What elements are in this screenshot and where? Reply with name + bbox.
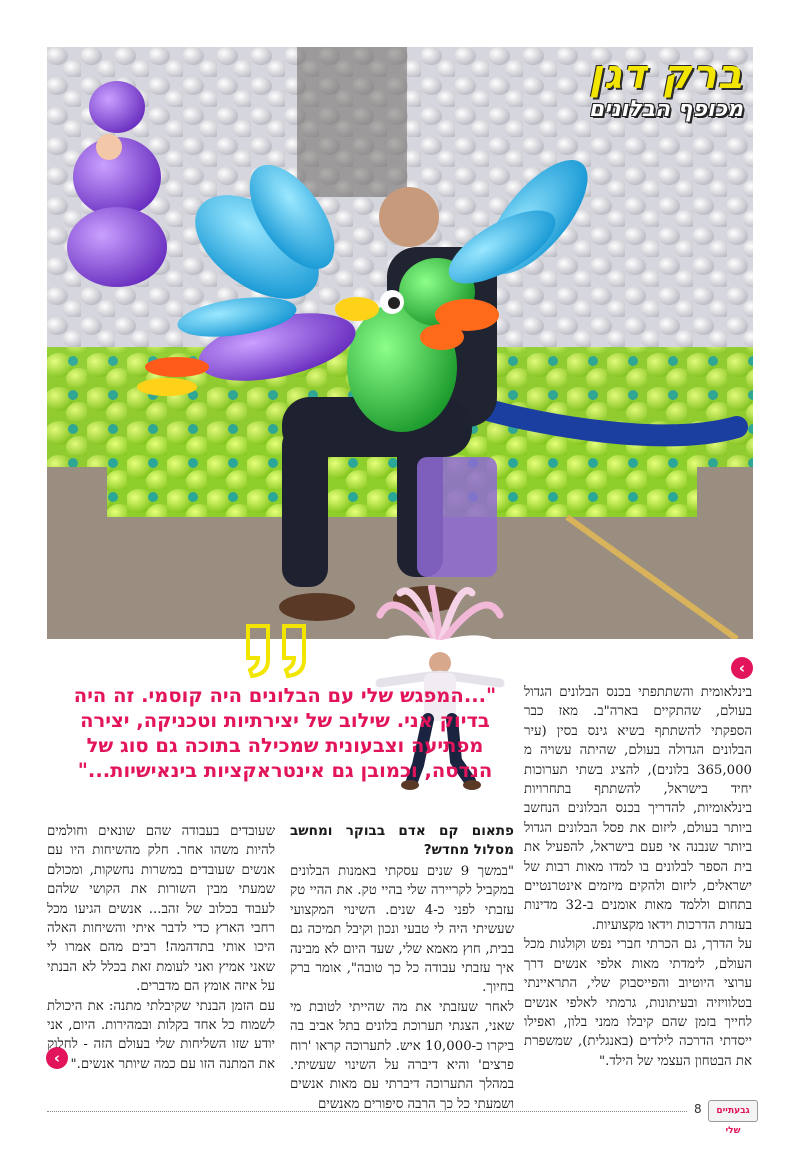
paragraph: שעובדים בעבודה שהם שונאים וחולמים להיות משהו אחר. חלק מהשיחות היו עם אנשים שעובדים במשרות נחשקות, ומכולם שמעתי מבין השורות את הקושי שלהם לעבוד בכלוב של זהב... אנשים הגיעו מכל רחבי הארץ כדי לדבר איתי והשיחות האלה היכו אותי בתדהמה! רבים מהם אמרו לי שאני אמיץ ואני לעומת זאת בכלל לא הבנתי על איזה אומץ הם מדברים. (47, 824, 275, 995)
pull-quote: "...המפגש שלי עם הבלונים היה קוסמי. זה היה בדיוק אני. שילוב של יצירתיות וטכניקה, יצירה מפתיעה וצבעונית שמכילה בתוכה גם סוג של הנדסה, וכמובן גם אינטראקציות בינאישיות..." (73, 684, 497, 782)
publication-logo: גבעתיים שלי (708, 1100, 758, 1122)
paragraph: עם הזמן הבנתי שקיבלתי מתנה: את היכולת לשמוח כל אחד בקלות ובמהירות. היום, אני יודע שזו השליחות שלי בעולם הזה - לחלוק את המתנה הזו עם כמה שיותר אנשים." (47, 998, 275, 1072)
article-title-subtitle: מכופף הבלונים (588, 97, 743, 122)
balloon-scene-illustration (47, 47, 753, 639)
footer-divider (47, 1111, 687, 1112)
paragraph: בינלאומית והשתתפתי בכנס הבלונים הגדול בעולם, שהתקיים בארה"ב. מאז כבר הספקתי להשתתף בשיא גינס בסין (עיר הבלונים הגדולה בעולם, שהיתה עשויה מ 365,000 בלונים), להציג בשתי תערוכות יחיד בישראל, להשתתף בתחרויות בינלאומיות, להדריך בכנס הבלונים הנחשב ביותר בעולם, ליזום את פסל הבלונים הגדול ביותר שנבנה אי פעם בישראל, להפעיל את בית הספר לבלונים בו למדו מאות רבות של ישראלים, ליזום ולהקים מיזמים אינטרנטיים בתחום וללמד מאות אומנים ב-32 מדינות בעזרת הדרכות וידאו מקצועיות. (524, 685, 752, 933)
quote-mark-icon (240, 620, 320, 680)
paragraph: "במשך 9 שנים עסקתי באמנות הבלונים במקביל לקריירה שלי בהיי טק. את ההיי טק עזבתי לפני כ-4 שנים. השינוי המקצועי שעשיתי היה לי טבעי ונכון וקיבל תמיכה גם בבית, חוץ מאמא שלי, שעד היום לא מבינה איך עזבתי עבודה כל כך טובה", אומר ברק בחיוך. (290, 864, 514, 996)
article-column-middle (290, 822, 514, 1114)
paragraph: על הדרך, גם הכרתי חברי נפש וקולגות מכל העולם, לימדתי מאות אלפי אנשים דרך ערוצי היוטיוב והפייסבוק שלי, התראיינתי בטלוויזיה ובעיתונות, גרמתי לאלפי אנשים לחייך בזמן שהם קיבלו ממני בלון, ואפילו ייסדתי הדרכה לילדים (באנגלית), שמשפרת את הבטחון העצמי של הילד." (524, 937, 752, 1069)
continue-arrow-icon[interactable]: ‹ (46, 1047, 68, 1069)
continue-arrow-icon[interactable]: ‹ (731, 657, 753, 679)
article-title-name: ברק דגן (589, 52, 743, 98)
article-column-left (47, 822, 275, 1074)
page-number: 8 (694, 1102, 702, 1116)
paragraph: לאחר שעזבתי את מה שהייתי לטובת מי שאני, הצגתי תערוכת בלונים בתל אביב בה ביקרו כ-10,000 איש. לתערוכה קראו 'רוח פרצים' והיא דיברה על השינוי שעשיתי. במהלך התערוכה דיברתי עם מאות אנשים ושמעתי כל כך הרבה סיפורים מאנשים (290, 999, 514, 1112)
article-column-right (524, 683, 752, 1071)
article-title-block (589, 53, 743, 123)
hero-photo (47, 47, 753, 639)
section-heading: פתאום קם אדם בבוקר ומחשב מסלול מחדש? (290, 823, 514, 858)
